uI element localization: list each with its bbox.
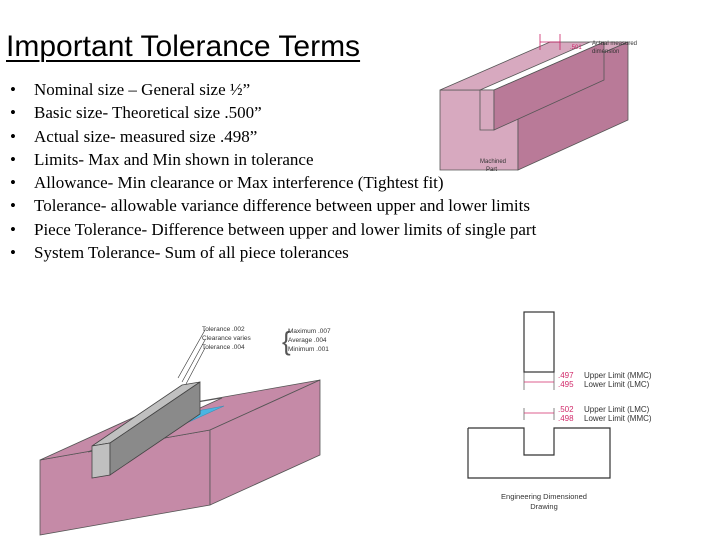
bullet-text: System Tolerance- Sum of all piece tolerances xyxy=(34,243,349,263)
machined-part-caption: Part xyxy=(486,167,498,173)
machined-part-caption: Machined xyxy=(480,159,507,165)
engineering-drawing xyxy=(460,310,680,520)
list-item xyxy=(10,241,536,264)
bullet-text: Tolerance- allowable variance difference between upper and lower limits xyxy=(34,196,530,216)
slot-upper-value: .502 xyxy=(558,405,574,414)
drawing-caption: Drawing xyxy=(530,502,558,511)
assembly-figure xyxy=(30,310,350,540)
slot-lower-label: Lower Limit (MMC) xyxy=(584,414,652,423)
bullet-text: Piece Tolerance- Difference between upper and lower limits of single part xyxy=(34,219,537,239)
assembly-value: Average .004 xyxy=(288,337,327,344)
key-upper-value: .497 xyxy=(558,371,574,380)
key-lower-value: .495 xyxy=(558,380,574,389)
assembly-label: Tolerance .002 xyxy=(202,326,245,333)
bullet-text: Allowance- Min clearance or Max interference (Tightest fit) xyxy=(34,173,444,193)
slot-upper-label: Upper Limit (LMC) xyxy=(584,405,650,414)
assembly-value: Maximum .007 xyxy=(288,328,331,335)
drawing-caption: Engineering Dimensioned xyxy=(501,492,587,501)
bullet-text: Limits- Max and Min shown in tolerance xyxy=(34,149,314,169)
bullet-dot: • xyxy=(10,149,16,169)
bullet-dot: • xyxy=(10,243,16,263)
bullet-dot: • xyxy=(10,219,16,239)
bullet-text: Nominal size – General size ½” xyxy=(34,80,251,99)
bullet-text: Actual size- measured size .498” xyxy=(34,126,258,146)
actual-dimension-callout: dimension xyxy=(592,49,620,55)
actual-dimension-value: .501 xyxy=(570,45,582,51)
bullet-text: Basic size- Theoretical size .500” xyxy=(34,103,262,123)
bullet-dot: • xyxy=(10,126,16,146)
bullet-dot: • xyxy=(10,173,16,193)
list-item xyxy=(10,218,536,241)
assembly-value: Minimum .001 xyxy=(288,346,329,353)
key-upper-label: Upper Limit (MMC) xyxy=(584,371,652,380)
slide-title: Important Tolerance Terms xyxy=(6,30,361,63)
assembly-label: Tolerance .004 xyxy=(202,344,245,351)
key-lower-label: Lower Limit (LMC) xyxy=(584,380,650,389)
actual-dimension-callout: Actual measured xyxy=(592,41,638,47)
bullet-dot: • xyxy=(10,80,16,99)
slot-lower-value: .498 xyxy=(558,414,574,423)
assembly-label: Clearance varies xyxy=(202,335,251,342)
bullet-dot: • xyxy=(10,103,16,123)
machined-part-figure xyxy=(430,30,660,180)
brace: { xyxy=(282,326,291,356)
bullet-dot: • xyxy=(10,196,16,216)
list-item xyxy=(10,194,536,217)
